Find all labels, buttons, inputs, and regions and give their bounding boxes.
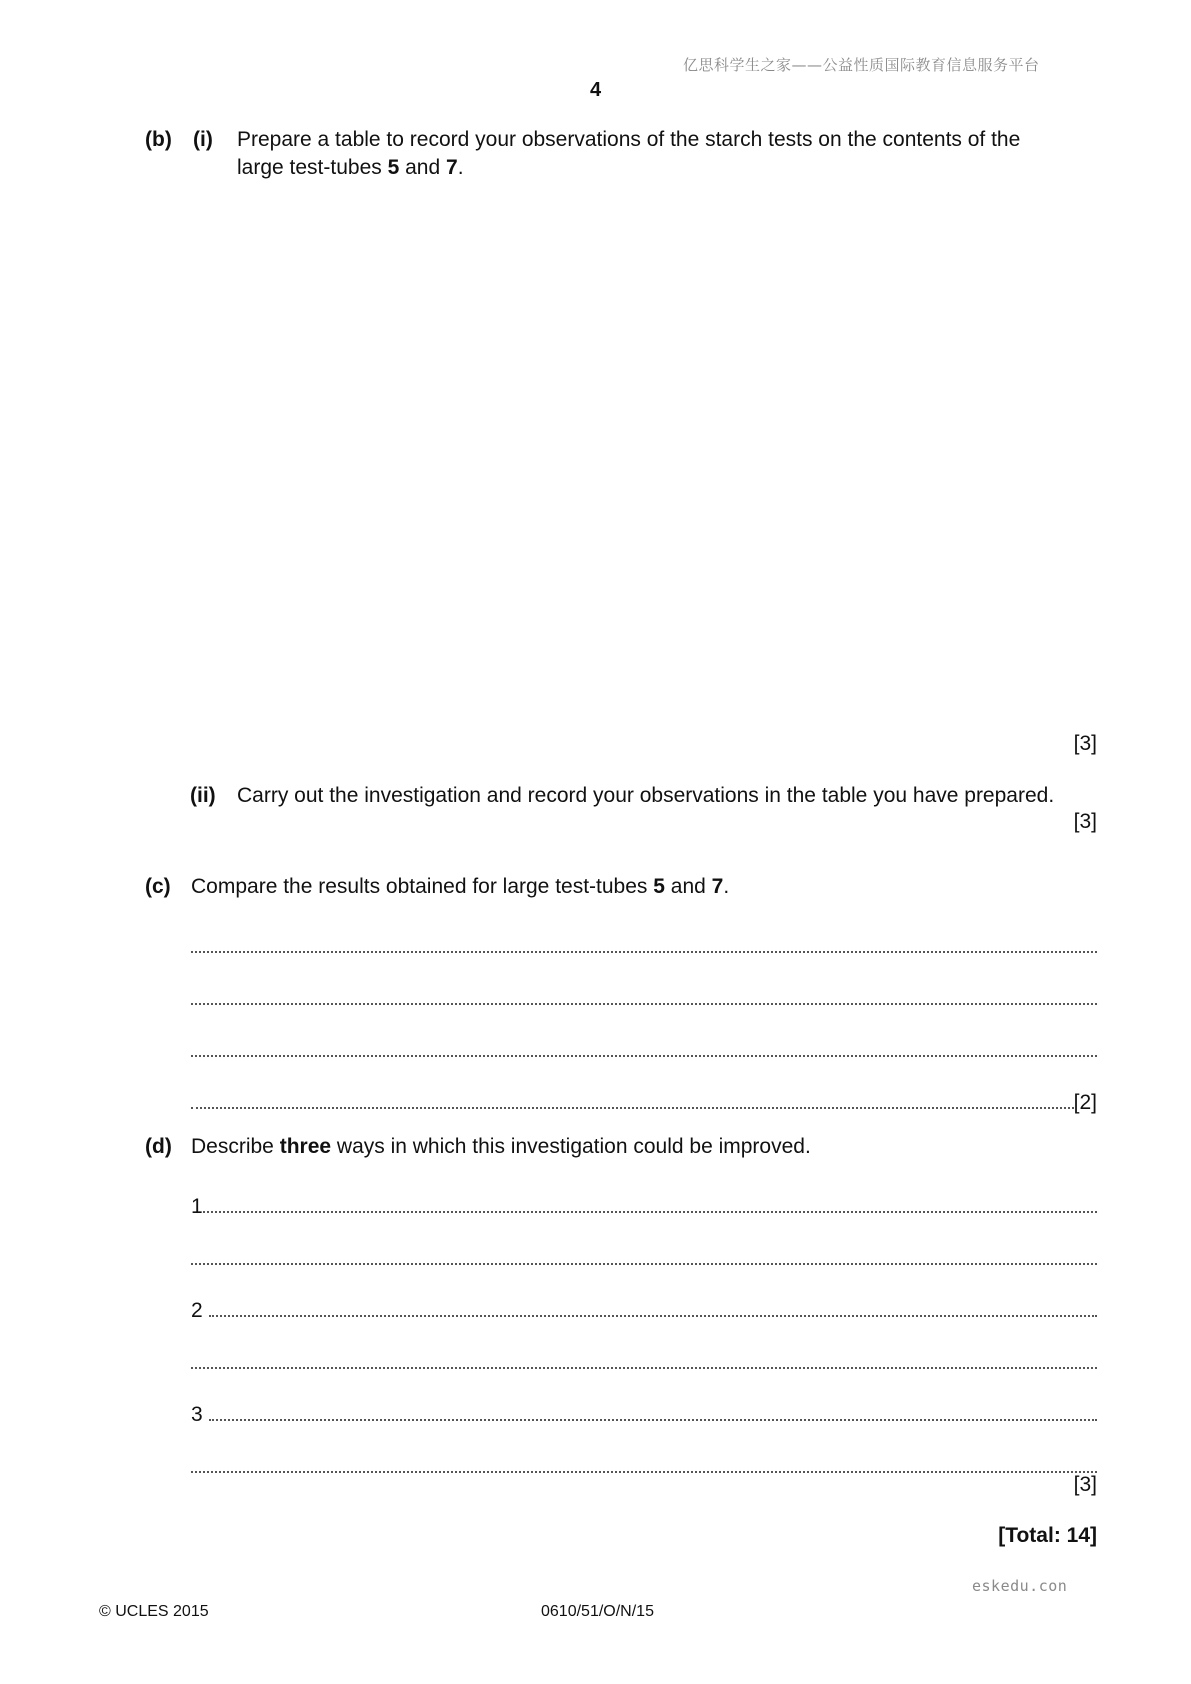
part-d-text-post: ways in which this investigation could be improved. [331,1135,811,1158]
part-d-answer-line-2b[interactable] [191,1341,1097,1369]
page-number: 4 [589,79,602,101]
part-c-label: (c) [145,875,171,898]
part-d-number-1: 1 [191,1195,203,1218]
part-b-ii-mark: [3] [1073,810,1097,833]
watermark-footer: eskedu.con [972,1577,1068,1595]
part-b-ii-label: (ii) [190,784,216,807]
tube-7: 7 [711,875,724,898]
part-c-text: Compare the results obtained for large test-tubes [191,875,654,898]
part-d-question [191,1133,811,1161]
part-b-ii-question: Carry out the investigation and record your observations in the table you have prepared. [237,784,1055,807]
tube-5: 5 [653,875,665,898]
part-d-answer-line-3b[interactable] [191,1445,1097,1473]
part-b-i-line2-pre: large test-tubes [237,156,388,179]
part-d-answer-line-1b[interactable] [191,1237,1097,1265]
part-d-answer-line-1[interactable] [191,1185,1097,1218]
part-c-answer-line-2[interactable] [191,977,1097,1005]
tube-5: 5 [387,156,400,179]
part-c-answer-line-4[interactable] [191,1081,1097,1114]
table-answer-space[interactable] [237,196,1097,716]
part-d-label: (d) [145,1135,172,1158]
part-c-question [191,873,729,901]
part-d-answer-line-2[interactable] [191,1289,1097,1322]
watermark-header: 亿思科学生之家——公益性质国际教育信息服务平台 [683,56,1040,74]
tube-7: 7 [446,156,458,179]
part-d-answer-line-3[interactable] [191,1393,1097,1426]
part-b-i-line1: Prepare a table to record your observations of the starch tests on the contents of the [237,128,1021,151]
total-marks: [Total: 14] [998,1524,1097,1547]
copyright: © UCLES 2015 [99,1603,209,1620]
part-d-mark: [3] [1073,1473,1097,1496]
period: . [723,875,730,898]
part-b-label: (b) [145,128,172,151]
part-c-mark: [2] [1073,1091,1097,1114]
part-b-i-line2 [237,154,464,182]
and-text: and [399,156,446,179]
part-c-answer-line-1[interactable] [191,925,1097,953]
paper-code: 0610/51/O/N/15 [541,1603,654,1620]
part-d-number-3: 3 [191,1403,209,1426]
part-d-number-2: 2 [191,1299,209,1322]
part-d-text-pre: Describe [191,1135,280,1158]
period: . [457,156,464,179]
part-c-answer-line-3[interactable] [191,1029,1097,1057]
part-b-i-mark: [3] [1073,732,1097,755]
and-text: and [664,875,712,898]
part-d-bold-three: three [279,1135,332,1158]
part-b-i-question [237,126,1097,154]
part-b-i-label: (i) [193,128,213,151]
